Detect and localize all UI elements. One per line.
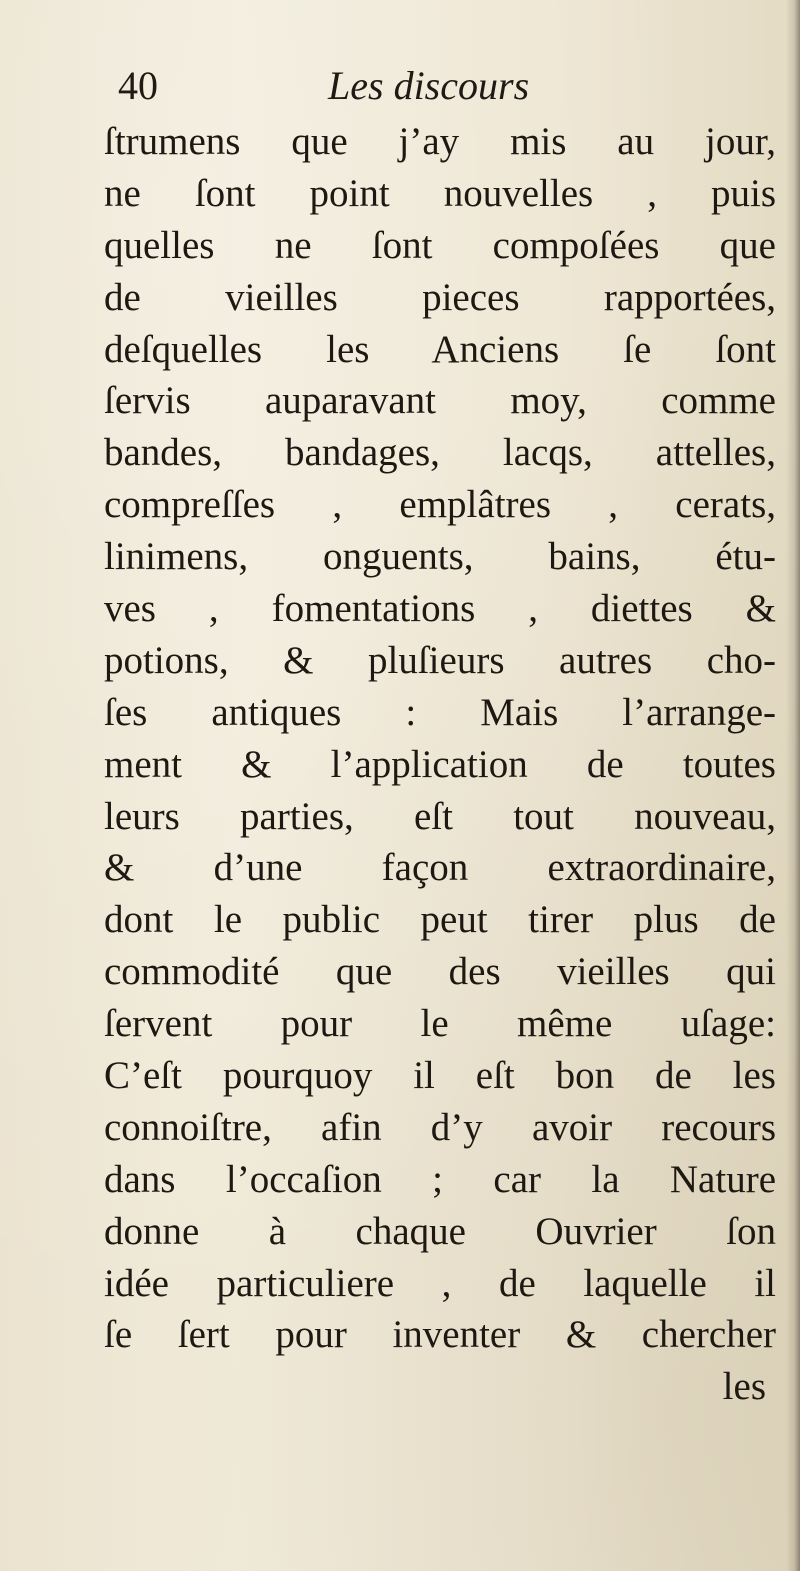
text-line: de vieilles pieces rapportées, [104, 275, 776, 319]
text-line: ment & l’application de toutes [104, 742, 776, 786]
text-line: dans l’occaſion ; car la Nature [104, 1157, 776, 1201]
page-number: 40 [118, 63, 158, 108]
text-line: leurs parties, eſt tout nouveau, [104, 794, 776, 838]
text-line: ſes antiques : Mais l’arrange- [104, 690, 776, 734]
text-line: linimens, onguents, bains, étu- [104, 535, 776, 579]
text-line: ſtrumens que j’ay mis au jour, [104, 120, 776, 163]
catchword: les [722, 1365, 766, 1409]
text-line: ſe ſert pour inventer & chercher [104, 1313, 776, 1357]
text-line: compreſſes , emplâtres , cerats, [104, 483, 776, 527]
text-line: bandes, bandages, lacqs, attelles, [104, 431, 776, 475]
text-line: deſquelles les Anciens ſe ſont [104, 327, 776, 371]
text-line: ſervis auparavant moy, comme [104, 379, 776, 423]
body-text [104, 116, 776, 1536]
text-line: commodité que des vieilles qui [104, 950, 776, 994]
text-line: dont le public peut tirer plus de [104, 898, 776, 942]
text-line: connoiſtre, afin d’y avoir recours [104, 1105, 776, 1149]
text-line: ne ſont point nouvelles , puis [104, 171, 776, 215]
page-edge-shadow [786, 0, 800, 1571]
text-line: ves , fomentations , diettes & [104, 587, 776, 631]
page-header [118, 60, 598, 112]
text-line: ſervent pour le même uſage: [104, 1002, 776, 1046]
text-line: potions, & pluſieurs autres cho- [104, 638, 776, 682]
text-line: & d’une façon extraordinaire, [104, 846, 776, 890]
running-head: Les discours [328, 63, 530, 108]
text-line: donne à chaque Ouvrier ſon [104, 1209, 776, 1253]
text-line: quelles ne ſont compoſées que [104, 223, 776, 267]
text-line: idée particuliere , de laquelle il [104, 1261, 776, 1305]
text-line: C’eſt pourquoy il eſt bon de les [104, 1054, 776, 1098]
